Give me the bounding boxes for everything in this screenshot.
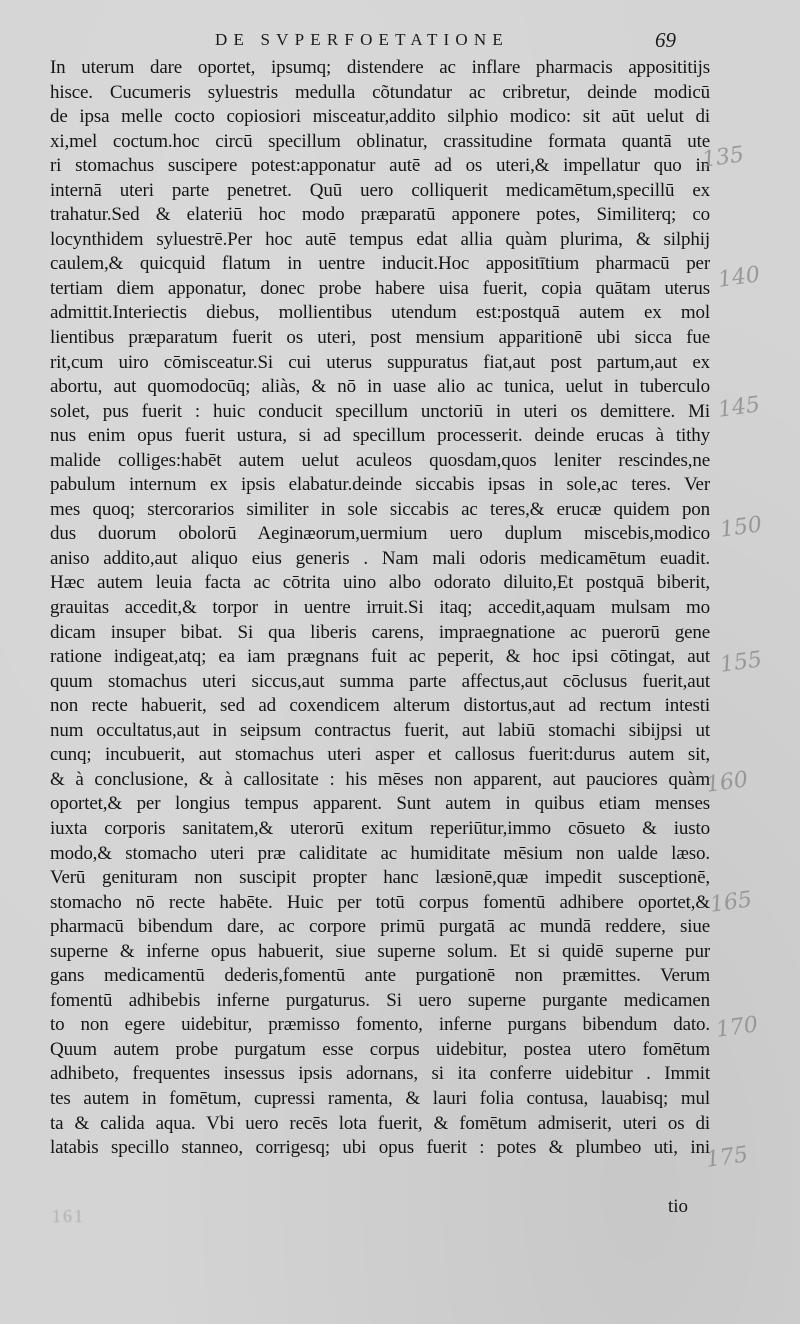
running-head: DE SVPERFOETATIONE bbox=[215, 30, 509, 49]
bleed-through-text: 161 bbox=[52, 1206, 85, 1226]
text-line: ri stomachus suscipere potest:apponatur autē ad os uteri,& impellatur quo in bbox=[50, 155, 710, 177]
text-line: xi,mel coctum.hoc circū specillum oblinatur, crassitudine formata quantā ute bbox=[50, 130, 710, 152]
text-line: dus duorum obolorū Aeginæorum,uermium uero duplum miscebis,modico bbox=[50, 523, 710, 545]
text-line: Quum autem probe purgatum esse corpus uidebitur, postea utero fomētum bbox=[50, 1038, 710, 1060]
text-line: dicam insuper bibat. Si qua liberis carens, impraegnatione ac puerorū gene bbox=[50, 621, 710, 643]
text-line: solet, pus fuerit : huic conducit specillum unctoriū in uteri os demittere. Mi bbox=[50, 400, 710, 422]
text-line: non recte habuerit, sed ad coxendicem alterum distortus,aut ad rectum intesti bbox=[50, 695, 710, 717]
text-line: internā uteri parte penetret. Quū uero colliquerit medicamētum,specillū ex bbox=[50, 179, 710, 201]
text-line: rit,cum uiro cōmisceatur.Si cui uterus suppuratus fiat,aut post partum,aut ex bbox=[50, 351, 710, 373]
text-line: aniso addito,aut aliquo eius generis . Nam mali odoris medicamētum euadit. bbox=[50, 547, 710, 569]
text-line: & à conclusione, & à callositate : his mēses non apparent, aut pauciores quàm bbox=[50, 768, 710, 790]
text-line: trahatur.Sed & elateriū hoc modo præparatū apponere potes, Similiterq; co bbox=[50, 204, 710, 226]
text-line: num occultatus,aut in seipsum contractus fuerit, aut labiū stomachi sibijpsi ut bbox=[50, 719, 710, 741]
text-line: Hæc autem leuia facta ac cōtrita uino albo odorato diluito,Et postquā biberit, bbox=[50, 572, 710, 594]
text-line: oportet,& per longius tempus apparent. Sunt autem in quibus etiam menses bbox=[50, 793, 710, 815]
marginal-line-number: 135 bbox=[700, 142, 746, 173]
marginal-line-number: 145 bbox=[716, 392, 762, 423]
text-line: to non egere uidebitur, præmisso fomento, inferne purgans bibendum dato. bbox=[50, 1014, 710, 1036]
text-line: tes autem in fomētum, cupressi ramenta, & lauri folia contusa, lauabisq; mul bbox=[50, 1087, 710, 1109]
marginal-line-number: 160 bbox=[704, 767, 750, 798]
text-line: de ipsa melle cocto copiosiori misceatur,addito silphio modico: sit aūt uelut di bbox=[50, 106, 710, 128]
marginal-line-number: 165 bbox=[708, 887, 754, 918]
text-line: nus enim opus fuerit ustura, si ad specillum processerit. deinde erucas à tithy bbox=[50, 425, 710, 447]
catchword: tio bbox=[668, 1196, 689, 1217]
marginal-line-number: 155 bbox=[718, 647, 764, 678]
marginal-line-number: 140 bbox=[716, 262, 762, 293]
text-line: locynthidem syluestrē.Per hoc autē tempus edat allia quàm plurima, & silphij bbox=[50, 228, 710, 250]
text-line: ratione indigeat,atq; ea iam prægnans fuit ac peperit, & hoc ipsi cōtingat, aut bbox=[50, 646, 710, 668]
page-number: 69 bbox=[655, 28, 676, 52]
text-line: grauitas accedit,& torpor in uentre irruit.Si itaq; accedit,aquam mulsam mo bbox=[50, 597, 710, 619]
text-line: hisce. Cucumeris syluestris medulla cõtundatur ac cribretur, deinde modicū bbox=[50, 81, 710, 103]
text-line: iuxta corporis sanitatem,& uterorū exitum reperiūtur,immo cōsueto & iusto bbox=[50, 817, 710, 839]
text-line: modo,& stomacho uteri præ caliditate ac humiditate mēsium non ualde læso. bbox=[50, 842, 710, 864]
marginal-line-number: 170 bbox=[714, 1012, 760, 1043]
text-line: pharmacū bibendum dare, ac corpore primū purgatā ac mundā reddere, siue bbox=[50, 916, 710, 938]
text-line: In uterum dare oportet, ipsumq; distendere ac inflare pharmacis apposititijs bbox=[50, 57, 710, 78]
text-line: pabulum internum ex ipsis elabatur.deinde siccabis ipsas in sole,ac teres. Ver bbox=[50, 474, 710, 496]
text-line: gans medicamentū dederis,fomentū ante purgationē non præmittes. Verum bbox=[50, 965, 710, 987]
text-line: lientibus præparatum fuerit os uteri, post mensium apparitionē ubi sicca fue bbox=[50, 327, 710, 349]
text-line: quum stomachus uteri siccus,aut summa parte affectus,aut cōclusus fuerit,aut bbox=[50, 670, 710, 692]
text-line: tertiam diem apponatur, donec probe habere uisa fuerit, copia quātam uterus bbox=[50, 277, 710, 299]
text-line: stomacho nō recte habēte. Huic per totū corpus fomentū adhibere oportet,& bbox=[50, 891, 710, 913]
text-line: ta & calida aqua. Vbi uero recēs lota fuerit, & fomētum admiserit, uteri os di bbox=[50, 1112, 710, 1134]
text-line: admittit.Interiectis diebus, mollientibus utendum est:postquā autem ex mol bbox=[50, 302, 710, 324]
body-text bbox=[50, 56, 710, 1161]
text-line: fomentū adhibebis inferne purgaturus. Si uero superne purgante medicamen bbox=[50, 989, 710, 1011]
text-line: malide colliges:habēt autem uelut aculeos quosdam,quos leniter rescindes,ne bbox=[50, 449, 710, 471]
marginal-line-number: 175 bbox=[704, 1142, 750, 1173]
text-line: adhibeto, frequentes insessus ipsis adornans, si ita conferre uidebitur . Immit bbox=[50, 1063, 710, 1085]
text-line: abortu, aut quomodocūq; aliàs, & nō in uase alio ac tunica, uelut in tuberculo bbox=[50, 376, 710, 398]
text-line: superne & inferne opus habuerit, siue superne solum. Et si quidē superne pur bbox=[50, 940, 710, 962]
text-line: Verū genituram non suscipit propter hanc læsionē,quæ impedit susceptionē, bbox=[50, 867, 710, 889]
marginal-line-number: 150 bbox=[718, 512, 764, 543]
text-line: mes quoq; stercorarios similiter in sole siccabis ac teres,& erucæ quidem pon bbox=[50, 498, 710, 520]
text-line: cunq; incubuerit, aut stomachus uteri asper et callosus fuerit:durus autem sit, bbox=[50, 744, 710, 766]
text-line: latabis specillo stanneo, corrigesq; ubi opus fuerit : potes & plumbeo uti, ini bbox=[50, 1137, 710, 1159]
text-line: caulem,& quicquid flatum in uentre inducit.Hoc appositītium pharmacū per bbox=[50, 253, 710, 275]
